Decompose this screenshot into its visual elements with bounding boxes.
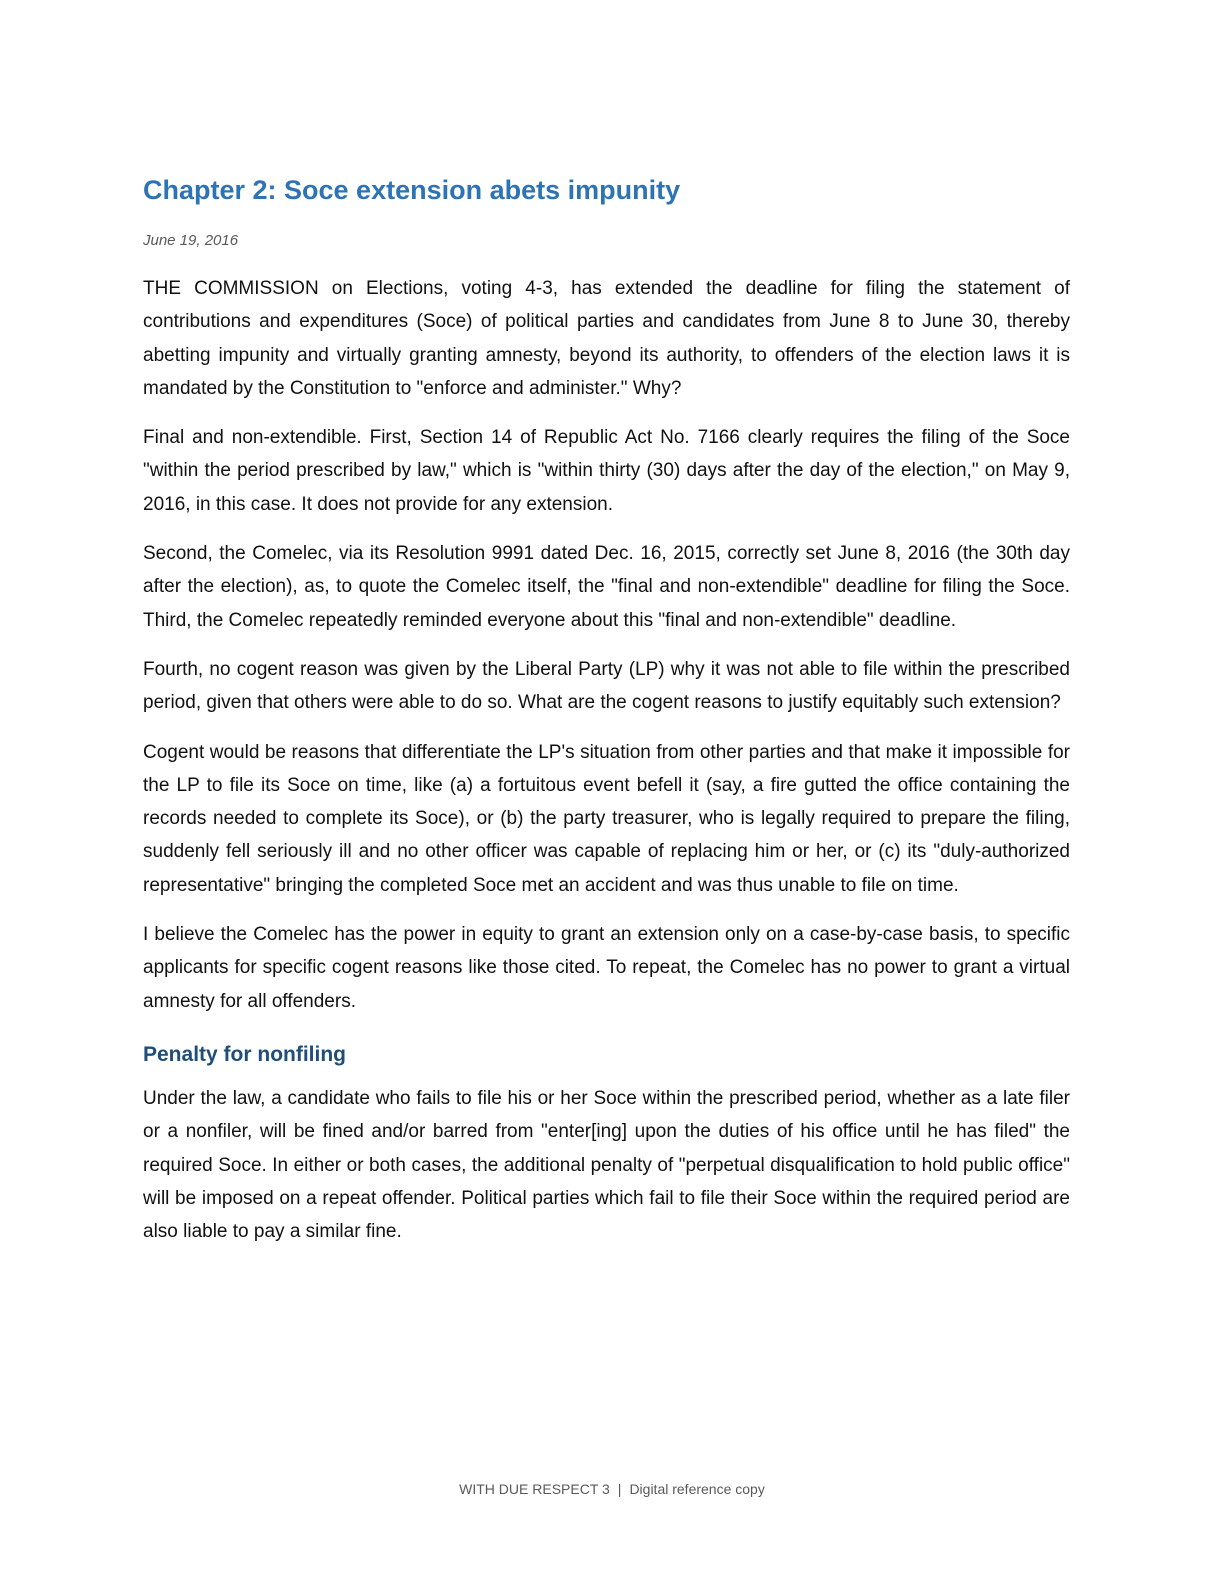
body-paragraph: Cogent would be reasons that differentiate the LP's situation from other parties and that make it impossible for the LP to file its Soce on time, like (a) a fortuitous event befell it (say, a fire gutted the office containing the records needed to complete its Soce), or (b) the party treasurer, who is legally required to prepare the filing, suddenly fell seriously ill and no other officer was capable of replacing him or her, or (c) its "duly-authorized representative" bringing the completed Soce met an accident and was thus unable to file on time.	[143, 741, 1070, 896]
document-page	[143, 170, 1070, 1264]
body-paragraph: Final and non-extendible. First, Section 14 of Republic Act No. 7166 clearly requires the filing of the Soce "within the period prescribed by law," which is "within thirty (30) days after the day of the election," on May 9, 2016, in this case. It does not provide for any extension.	[143, 427, 1070, 515]
body-paragraph: Under the law, a candidate who fails to file his or her Soce within the prescribed period, whether as a late filer or a nonfiler, will be fined and/or barred from "enter[ing] upon the duties of his office until he has filed" the required Soce. In either or both cases, the additional penalty of "perpetual disqualification to hold public office" will be imposed on a repeat offender. Political parties which fail to file their Soce within the required period are also liable to pay a similar fine.	[143, 1087, 1070, 1243]
section-heading: Penalty for nonfiling	[143, 1042, 346, 1066]
body-paragraph: I believe the Comelec has the power in equity to grant an extension only on a case-by-case basis, to specific applicants for specific cogent reasons like those cited. To repeat, the Comelec has no power to grant a virtual amnesty for all offenders.	[143, 924, 1070, 1012]
footer-book-title: WITH DUE RESPECT 3	[459, 1481, 610, 1497]
body-paragraph: Fourth, no cogent reason was given by the Liberal Party (LP) why it was not able to file within the prescribed period, given that others were able to do so. What are the cogent reasons to justify equitably such extension?	[143, 658, 1070, 714]
footer-copy-note: Digital reference copy	[629, 1481, 765, 1497]
body-paragraph: Second, the Comelec, via its Resolution 9991 dated Dec. 16, 2015, correctly set June 8, 2016 (the 30th day after the election), as, to quote the Comelec itself, the "final and non-extendible" deadline for filing the Soce. Third, the Comelec repeatedly reminded everyone about this "final and non-extendible" deadline.	[143, 543, 1070, 631]
article-date: June 19, 2016	[143, 232, 239, 249]
footer-separator: |	[617, 1481, 622, 1497]
chapter-title: Chapter 2: Soce extension abets impunity	[143, 175, 681, 205]
page-footer	[0, 1479, 1224, 1499]
body-paragraph: THE COMMISSION on Elections, voting 4-3, has extended the deadline for filing the statement of contributions and expenditures (Soce) of political parties and candidates from June 8 to June 30, thereby abetting impunity and virtually granting amnesty, beyond its authority, to offenders of the election laws it is mandated by the Constitution to "enforce and administer." Why?	[143, 278, 1070, 399]
